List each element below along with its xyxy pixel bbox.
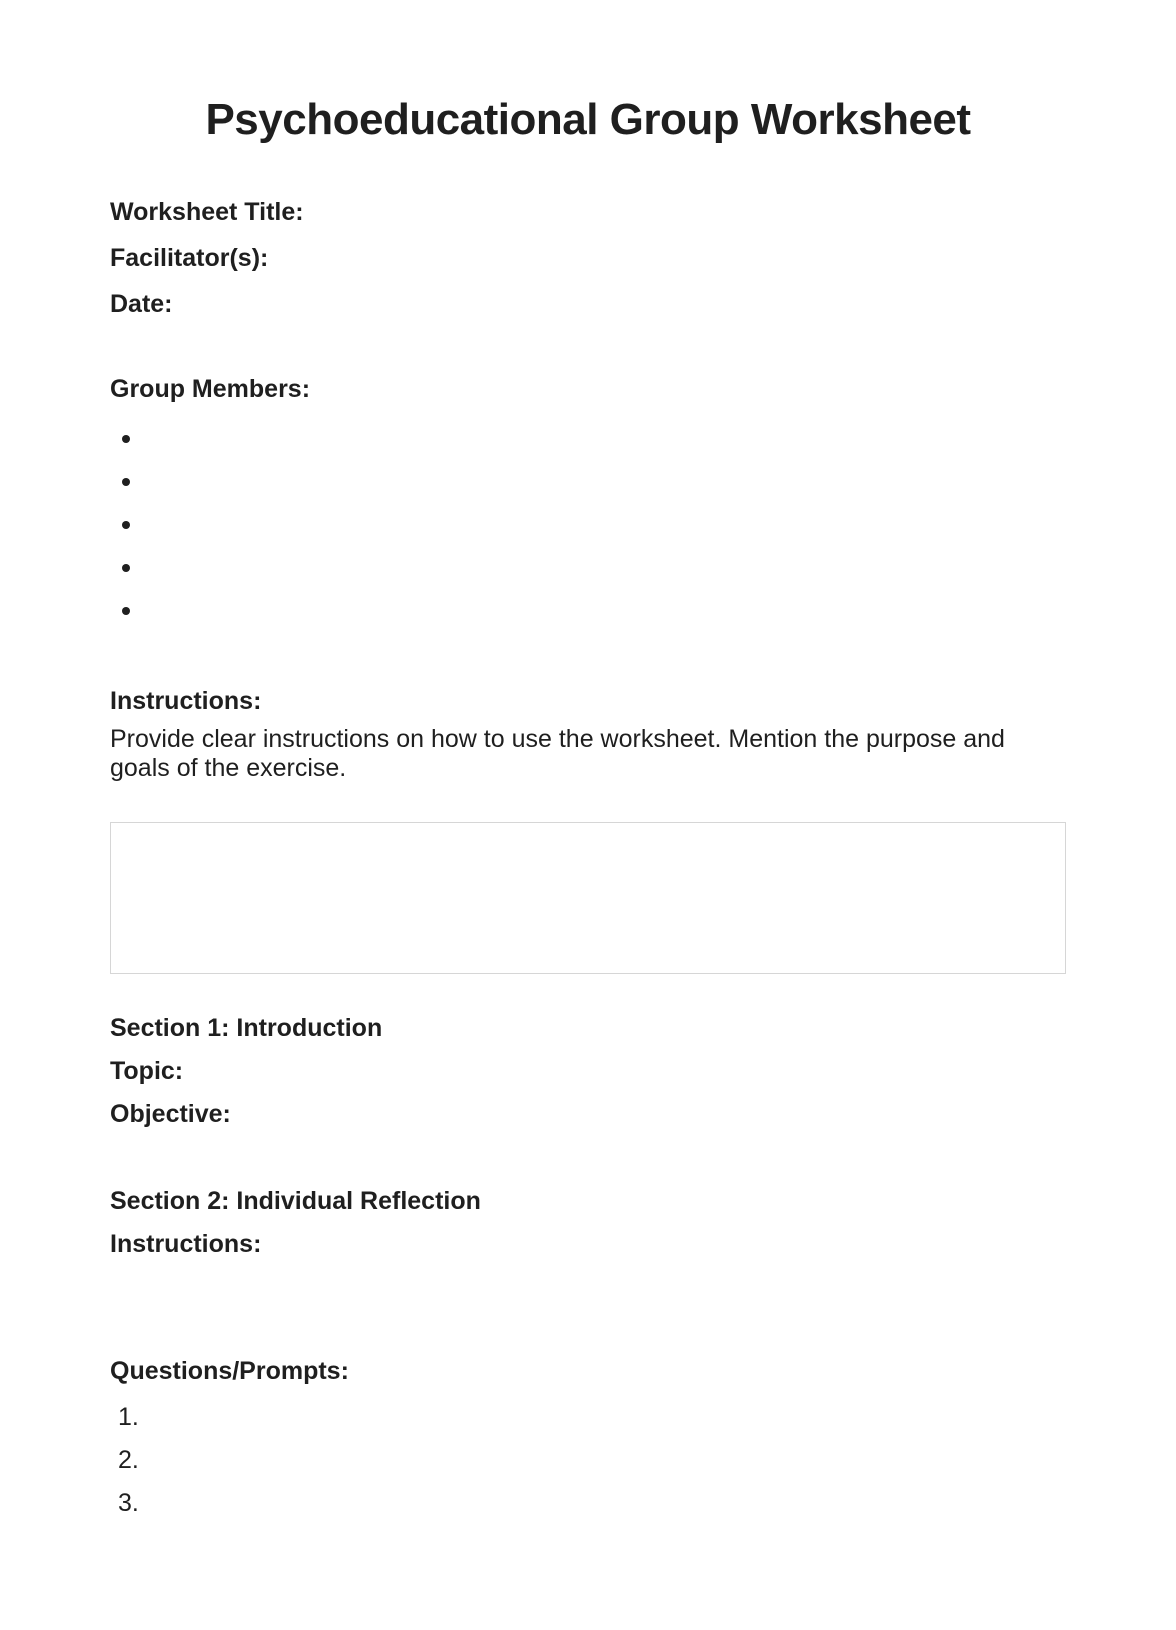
instructions-label: Instructions: bbox=[110, 687, 262, 715]
objective-label: Objective: bbox=[110, 1100, 231, 1128]
instructions-input-box[interactable] bbox=[110, 822, 1066, 974]
list-item bbox=[110, 546, 1066, 589]
list-item bbox=[110, 503, 1066, 546]
worksheet-title-label: Worksheet Title: bbox=[110, 198, 304, 226]
bullet-icon bbox=[122, 607, 130, 615]
questions-list bbox=[110, 1403, 1066, 1518]
group-members-label: Group Members: bbox=[110, 375, 311, 403]
section2-instructions-label: Instructions: bbox=[110, 1230, 262, 1258]
topic-label: Topic: bbox=[110, 1057, 184, 1085]
bullet-icon bbox=[122, 478, 130, 486]
list-item bbox=[110, 460, 1066, 503]
group-members-list bbox=[110, 417, 1066, 632]
instructions-description: Provide clear instructions on how to use the worksheet. Mention the purpose and goals of the exercise. bbox=[110, 725, 1005, 782]
section2-heading: Section 2: Individual Reflection bbox=[110, 1187, 481, 1215]
questions-prompts-label: Questions/Prompts: bbox=[110, 1357, 349, 1385]
bullet-icon bbox=[122, 435, 130, 443]
bullet-icon bbox=[122, 521, 130, 529]
list-item bbox=[110, 417, 1066, 460]
date-label: Date: bbox=[110, 290, 173, 318]
bullet-icon bbox=[122, 564, 130, 572]
section1-heading: Section 1: Introduction bbox=[110, 1014, 383, 1042]
page-title: Psychoeducational Group Worksheet bbox=[205, 95, 971, 144]
question-number: 2. bbox=[118, 1446, 139, 1474]
list-item bbox=[110, 589, 1066, 632]
question-number: 1. bbox=[118, 1403, 139, 1431]
question-number: 3. bbox=[118, 1489, 139, 1517]
facilitators-label: Facilitator(s): bbox=[110, 244, 269, 272]
